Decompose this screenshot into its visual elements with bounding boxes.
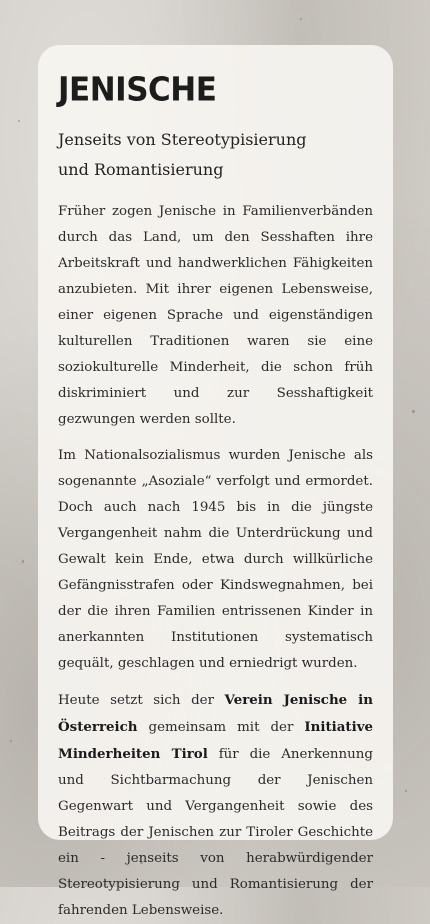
paragraph-today (58, 687, 373, 924)
organization-initiative-minderheiten: Initiative Minderheiten Tirol (58, 719, 373, 762)
texture-speck (300, 18, 302, 20)
title-line-1: Jenseits von Stereotypisierung (58, 130, 307, 149)
organization-verein-jenische: Verein Jenische in Österreich (58, 692, 373, 735)
title-line-2: und Romantisierung (58, 160, 224, 179)
paragraph-today-text-c: für die Anerkennung und Sichtbarmachung der Jenischen Gegenwart und Vergangenheit sowie des Beitrags der Jenischen zur Tiroler Geschichte ein - jenseits von herabwürdigender Stereotypisierung und Romantisierung der fahrenden Lebensweise. (58, 747, 373, 918)
info-card (38, 45, 393, 918)
texture-speck (412, 410, 415, 413)
texture-speck (10, 740, 12, 742)
texture-speck (18, 120, 20, 122)
paragraph-history: Früher zogen Jenische in Familienverbänden durch das Land, um den Sesshaften ihre Arbeitskraft und handwerklichen Fähigkeiten anzubieten. Mit ihrer eigenen Lebensweise, einer eigenen Sprache und eigenständigen kulturellen Traditionen waren sie eine soziokulturelle Minderheit, die schon früh diskriminiert und zur Sesshaftigkeit gezwungen werden sollte. (58, 204, 373, 427)
paragraph-persecution: Im Nationalsozialismus wurden Jenische als sogenannte „Asoziale“ verfolgt und ermordet. Doch auch nach 1945 bis in die jüngste Vergangenheit nahm die Unterdrückung und Gewalt kein Ende, etwa durch willkürliche Gefängnisstrafen oder Kindswegnahmen, bei der die ihren Familien entrissenen Kinder in anerkannten Institutionen systematisch gequält, geschlagen und erniedrigt wurden. (58, 448, 373, 671)
jenische-logo: JENISCHE (58, 71, 217, 109)
page-title (58, 125, 373, 185)
texture-speck (405, 790, 407, 792)
paragraph-today-text-a: Heute setzt sich der (58, 693, 225, 708)
texture-speck (22, 560, 24, 563)
paragraph-today-text-b: gemeinsam mit der (137, 720, 305, 735)
